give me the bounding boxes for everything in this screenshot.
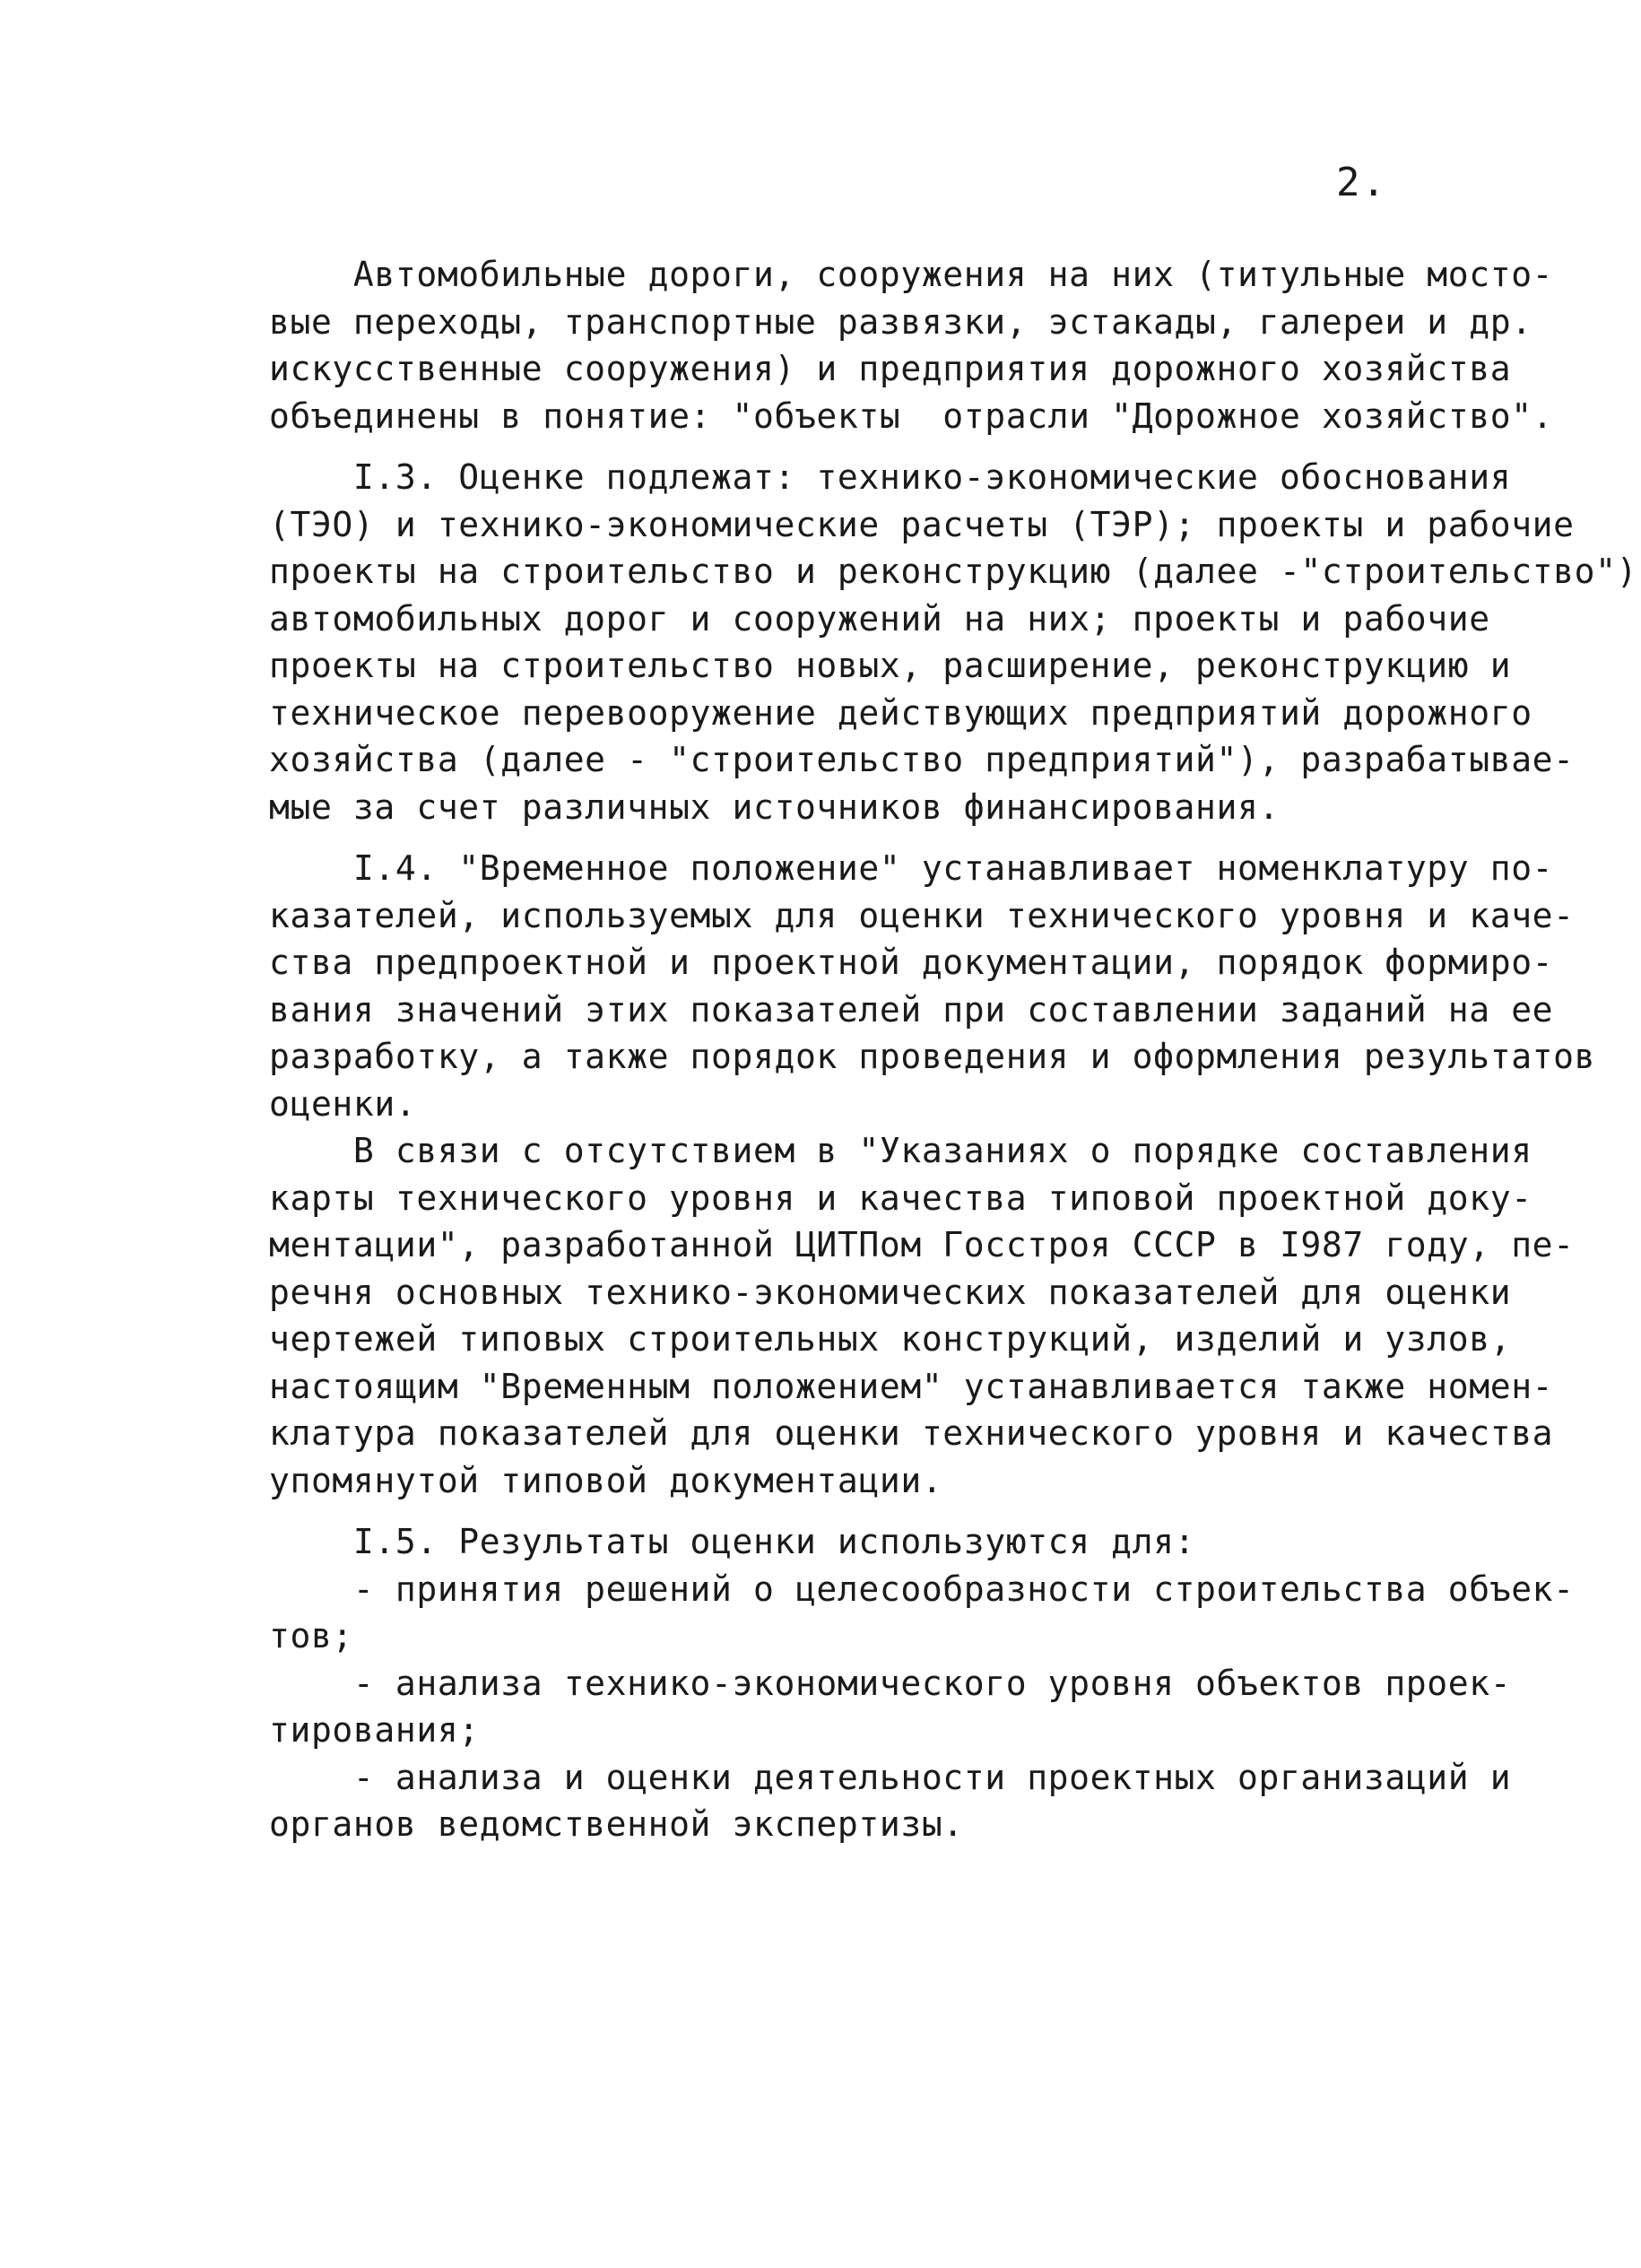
text-line: - анализа и оценки деятельности проектных организаций и <box>269 1757 1512 1797</box>
text-line: речня основных технико-экономических показателей для оценки <box>269 1272 1512 1312</box>
text-line: вания значений этих показателей при составлении заданий на ее <box>269 989 1554 1030</box>
text-line: объединены в понятие: "объекты отрасли "Дорожное хозяйство". <box>269 395 1554 436</box>
paragraph-1-4 <box>269 845 1596 1504</box>
text-line: проекты на строительство и реконструкцию (далее -"строительство") <box>269 552 1638 591</box>
text-line: мые за счет различных источников финансирования. <box>269 786 1280 827</box>
text-line: тирования; <box>269 1710 480 1750</box>
text-line: - анализа технико-экономического уровня объектов проек- <box>269 1663 1512 1703</box>
text-line: проекты на строительство новых, расширение, реконструкцию и <box>269 646 1512 685</box>
text-line: оценки. <box>269 1083 417 1124</box>
text-line: клатура показателей для оценки технического уровня и качества <box>269 1413 1554 1453</box>
text-line: автомобильных дорог и сооружений на них; проекты и рабочие <box>269 598 1490 639</box>
paragraph-1-3 <box>269 454 1638 830</box>
text-line: карты технического уровня и качества типовой проектной доку- <box>269 1177 1532 1218</box>
document-body <box>269 251 1638 1863</box>
text-line: вые переходы, транспортные развязки, эстакады, галереи и др. <box>269 301 1532 342</box>
text-line: тов; <box>269 1616 353 1655</box>
text-line: ментации", разработанной ЦИТПом Госстроя СССР в I987 году, пе- <box>269 1225 1575 1264</box>
text-line: I.4. "Временное положение" устанавливает номенклатуру по- <box>269 848 1554 888</box>
text-line: разработку, а также порядок проведения и оформления результатов <box>269 1037 1596 1076</box>
text-line: упомянутой типовой документации. <box>269 1460 943 1500</box>
text-line: органов ведомственной экспертизы. <box>269 1804 964 1844</box>
text-line: чертежей типовых строительных конструкций, изделий и узлов, <box>269 1319 1512 1359</box>
text-line: искусственные сооружения) и предприятия дорожного хозяйства <box>269 349 1512 388</box>
text-line: - принятия решений о целесообразности строительства объек- <box>269 1568 1575 1609</box>
text-line: (ТЭО) и технико-экономические расчеты (ТЭР); проекты и рабочие <box>269 504 1575 544</box>
text-line: ства предпроектной и проектной документации, порядок формиро- <box>269 943 1554 982</box>
text-line: техническое перевооружение действующих предприятий дорожного <box>269 692 1532 733</box>
text-line: казателей, используемых для оценки технического уровня и каче- <box>269 895 1575 935</box>
paragraph-definition <box>269 251 1554 439</box>
text-line: I.3. Оценке подлежат: технико-экономические обоснования <box>269 457 1512 497</box>
text-line: хозяйства (далее - "строительство предприятий"), разрабатывае- <box>269 740 1575 779</box>
page-number: 2. <box>1336 160 1387 205</box>
paragraph-1-5 <box>269 1518 1575 1848</box>
text-line: В связи с отсутствием в "Указаниях о порядке составления <box>269 1131 1532 1170</box>
text-line: Автомобильные дороги, сооружения на них (титульные мосто- <box>269 255 1554 294</box>
text-line: I.5. Результаты оценки используются для: <box>269 1522 1196 1561</box>
text-line: настоящим "Временным положением" устанавливается также номен- <box>269 1366 1554 1406</box>
